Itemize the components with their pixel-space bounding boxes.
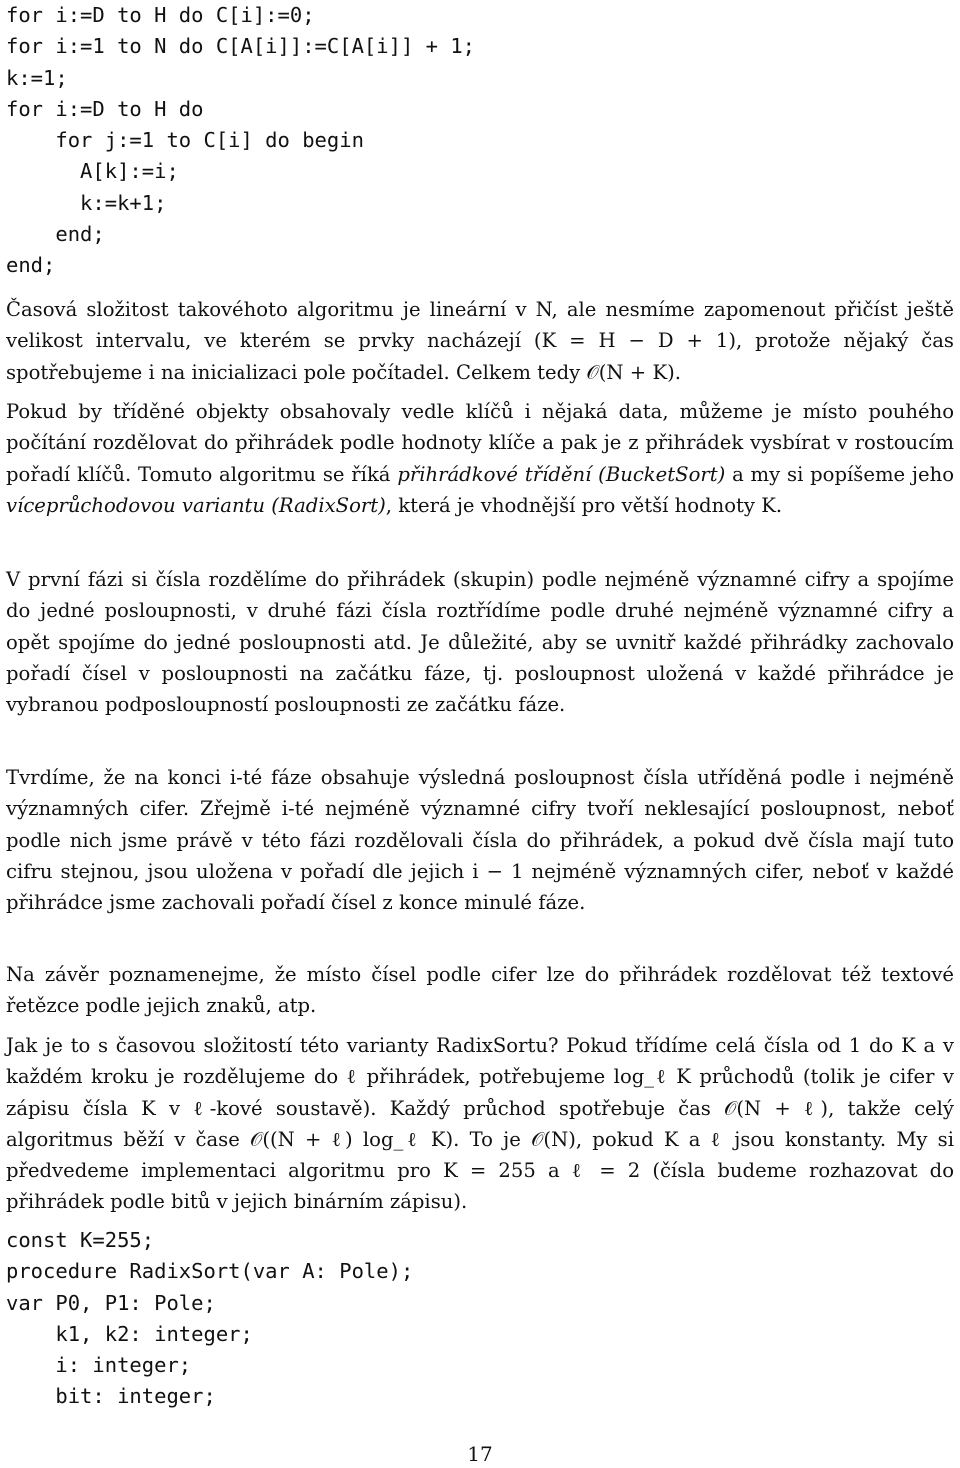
code-line: for j:=1 to C[i] do begin: [6, 128, 364, 153]
paragraph-radixsort-complexity: Jak je to s časovou složitostí této varianty RadixSortu? Pokud třídíme celá čísla od 1 do K a v každém kroku je rozdělujeme do ℓ přihrádek, potřebujeme log_ℓ K průchodů (tolik je cifer v zápisu čísla K v ℓ-kové soustavě). Každý průchod spotřebuje čas 𝒪(N + ℓ), takže celý algoritmus běží v čase 𝒪((N + ℓ) log_ℓ K). To je 𝒪(N), pokud K a ℓ jsou konstanty. My si předvedeme implementaci algoritmu pro K = 255 a ℓ = 2 (čísla budeme rozhazovat do přihrádek podle bitů v jejich binárním zápisu).: [6, 1034, 954, 1214]
paragraph-text: a my si popíšeme jeho: [725, 462, 955, 486]
code-line: for i:=1 to N do C[A[i]]:=C[A[i]] + 1;: [6, 34, 475, 59]
paragraph-phases: V první fázi si čísla rozdělíme do přihrádek (skupin) podle nejméně významné cifry a spojíme do jedné posloupnosti, v druhé fázi čísla roztřídíme podle druhé nejméně významné cifry a opět spojíme do jedné posloupnosti atd. Je důležité, aby se uvnitř každé přihrádky zachovalo pořadí čísel v posloupnosti na začátku fáze, tj. posloupnost uložená v každé přihrádce je vybranou podposloupností posloupnosti ze začátku fáze.: [6, 568, 954, 717]
code-line: for i:=D to H do: [6, 96, 204, 121]
paragraph-text: , která je vhodnější pro větší hodnoty K.: [385, 493, 783, 517]
code-line: end;: [6, 222, 105, 247]
paragraph-complexity: Časová složitost takovéhoto algoritmu je lineární v N, ale nesmíme zapomenout přičíst ještě velikost intervalu, ve kterém se prvky nacházejí (K = H − D + 1), protože nějaký čas spotřebujeme i na inicializaci pole počítadel. Celkem tedy 𝒪(N + K).: [6, 298, 954, 384]
code-line: A[k]:=i;: [6, 159, 179, 184]
code-line: end;: [6, 253, 56, 278]
code-line: k1, k2: integer;: [6, 1321, 253, 1346]
paragraph-correctness: Tvrdíme, že na konci i-té fáze obsahuje výsledná posloupnost čísla utříděná podle i nejméně významných cifer. Zřejmě i-té nejméně významné cifry tvoří neklesající posloupnost, neboť podle nich jsme právě v této fázi rozdělovali čísla do přihrádek, a pokud dvě čísla mají tuto cifru stejnou, jsou uložena v pořadí dle jejich i − 1 nejméně významných cifer, neboť v každé přihrádce jsme zachovali pořadí čísel z konce minulé fáze.: [6, 766, 954, 915]
paragraph-bucketsort: [6, 396, 954, 521]
code-line: k:=1;: [6, 65, 68, 90]
paragraph-strings: Na závěr poznamenejme, že místo čísel podle cifer lze do přihrádek rozdělovat též textové řetězce podle jejich znaků, atp.: [6, 963, 954, 1018]
code-listing-top: [6, 0, 475, 282]
code-line: k:=k+1;: [6, 190, 167, 215]
emphasis-term: víceprůchodovou variantu (RadixSort): [6, 493, 386, 517]
paragraph-text: Pokud by tříděné objekty obsahovaly vedle klíčů i nějaká data, můžeme je místo pouhého počítání rozdělovat do přihrádek podle hodnoty klíče a pak je z přihrádek vysbírat v rostoucím pořadí klíčů. Tomuto algoritmu se říká: [6, 400, 954, 486]
code-line: i: integer;: [6, 1353, 192, 1378]
code-listing-bottom: [6, 1225, 413, 1413]
page-number: 17: [467, 1442, 493, 1466]
code-line: procedure RadixSort(var A: Pole);: [6, 1259, 414, 1284]
code-line: for i:=D to H do C[i]:=0;: [6, 3, 315, 27]
emphasis-term: přihrádkové třídění (BucketSort): [397, 462, 726, 486]
code-line: var P0, P1: Pole;: [6, 1290, 216, 1315]
code-line: bit: integer;: [6, 1384, 216, 1409]
code-line: const K=255;: [6, 1228, 155, 1252]
